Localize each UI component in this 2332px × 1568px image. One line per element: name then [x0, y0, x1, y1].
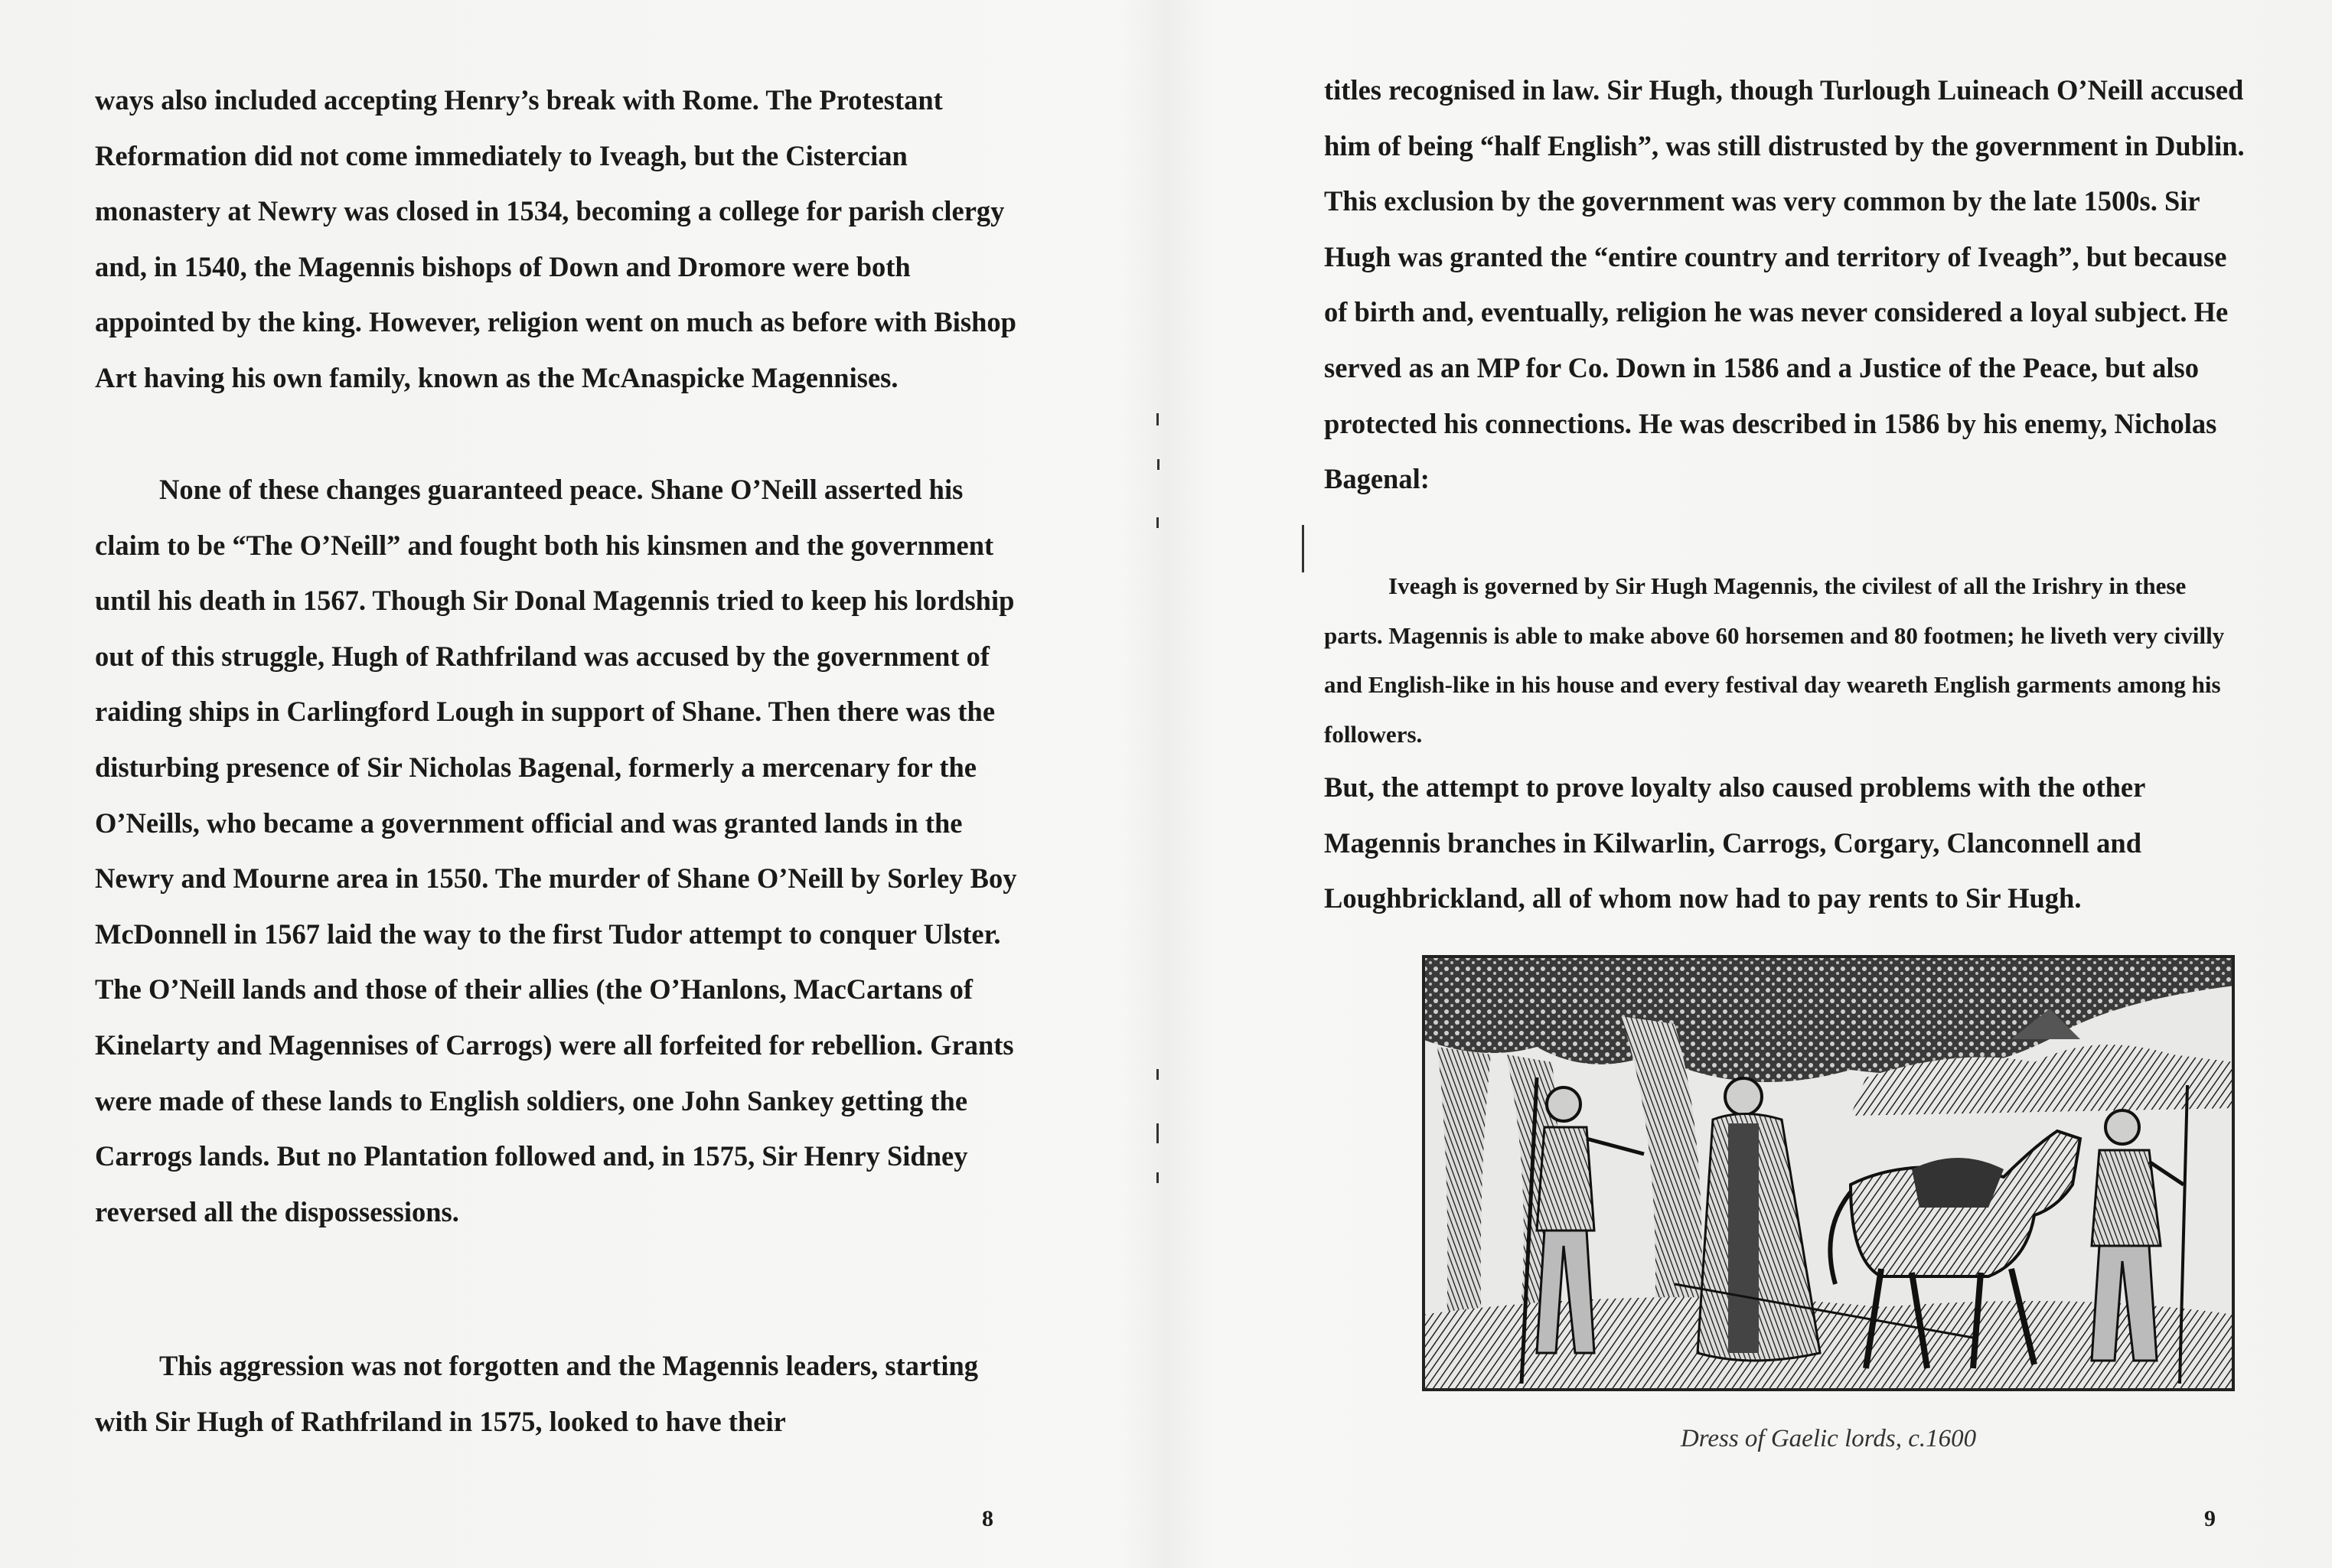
block-quote: Iveagh is governed by Sir Hugh Magennis, the civilest of all the Irishry in these parts. Magennis is able to make above 60 horsemen and 80 footmen; he liveth very civilly and English-like in his house and every festival day weareth English garments among his followers.	[1324, 572, 2225, 748]
left-paragraph-1: ways also included accepting Henry’s break with Rome. The Protestant Reformation did not come immediately to Iveagh, but the Cistercian monastery at Newry was closed in 1534, becoming a college for parish clergy and, in 1540, the Magennis bishops of Down and Dromore were both appointed by the king. However, religion went on much as before with Bishop Art having his own family, known as the McAnaspicke Magennises.	[95, 84, 1016, 393]
woodcut-illustration	[1422, 955, 2235, 1391]
page-number-right: 9	[2204, 1506, 2216, 1531]
right-paragraph-2: But, the attempt to prove loyalty also caused problems with the other Magennis branches in Kilwarlin, Carrogs, Corgary, Clanconnell and Loughbrickland, all of whom now had to pay rents to Sir Hugh.	[1324, 771, 2145, 914]
right-page	[1163, 0, 2332, 1568]
gutter-mark	[1156, 1123, 1159, 1143]
figure-caption: Dress of Gaelic lords, c.1600	[1680, 1425, 1977, 1452]
gutter-mark	[1156, 517, 1159, 528]
gutter-mark	[1156, 1069, 1159, 1080]
left-page	[0, 0, 1163, 1568]
page-number-left: 8	[982, 1506, 993, 1531]
gutter-mark	[1156, 413, 1159, 425]
woodcut-drawing	[1422, 955, 2235, 1391]
gutter-mark	[1157, 459, 1159, 470]
left-paragraph-3: This aggression was not forgotten and the Magennis leaders, starting with Sir Hugh of Rathfriland in 1575, looked to have their	[95, 1350, 979, 1437]
gutter-mark	[1156, 1172, 1159, 1183]
right-paragraph-1: titles recognised in law. Sir Hugh, though Turlough Luineach O’Neill accused him of being “half English”, was still distrusted by the government in Dublin. This exclusion by the government was very common by the late 1500s. Sir Hugh was granted the “entire country and territory of Iveagh”, but because of birth and, eventually, religion he was never considered a loyal subject. He served as an MP for Co. Down in 1586 and a Justice of the Peace, but also protected his connections. He was described in 1586 by his enemy, Nicholas Bagenal:	[1324, 74, 2245, 495]
left-paragraph-2: None of these changes guaranteed peace. Shane O’Neill asserted his claim to be “The O’Neill” and fought both his kinsmen and the government until his death in 1567. Though Sir Donal Magennis tried to keep his lordship out of this struggle, Hugh of Rathfriland was accused by the government of raiding ships in Carlingford Lough in support of Shane. Then there was the disturbing presence of Sir Nicholas Bagenal, formerly a mercenary for the O’Neills, who became a government official and was granted lands in the Newry and Mourne area in 1550. The murder of Shane O’Neill by Sorley Boy McDonnell in 1567 laid the way to the first Tudor attempt to conquer Ulster. The O’Neill lands and those of their allies (the O’Hanlons, MacCartans of Kinelarty and Magennises of Carrogs) were all forfeited for rebellion. Grants were made of these lands to English soldiers, one John Sankey getting the Carrogs lands. But no Plantation followed and, in 1575, Sir Henry Sidney reversed all the dispossessions.	[95, 474, 1017, 1227]
